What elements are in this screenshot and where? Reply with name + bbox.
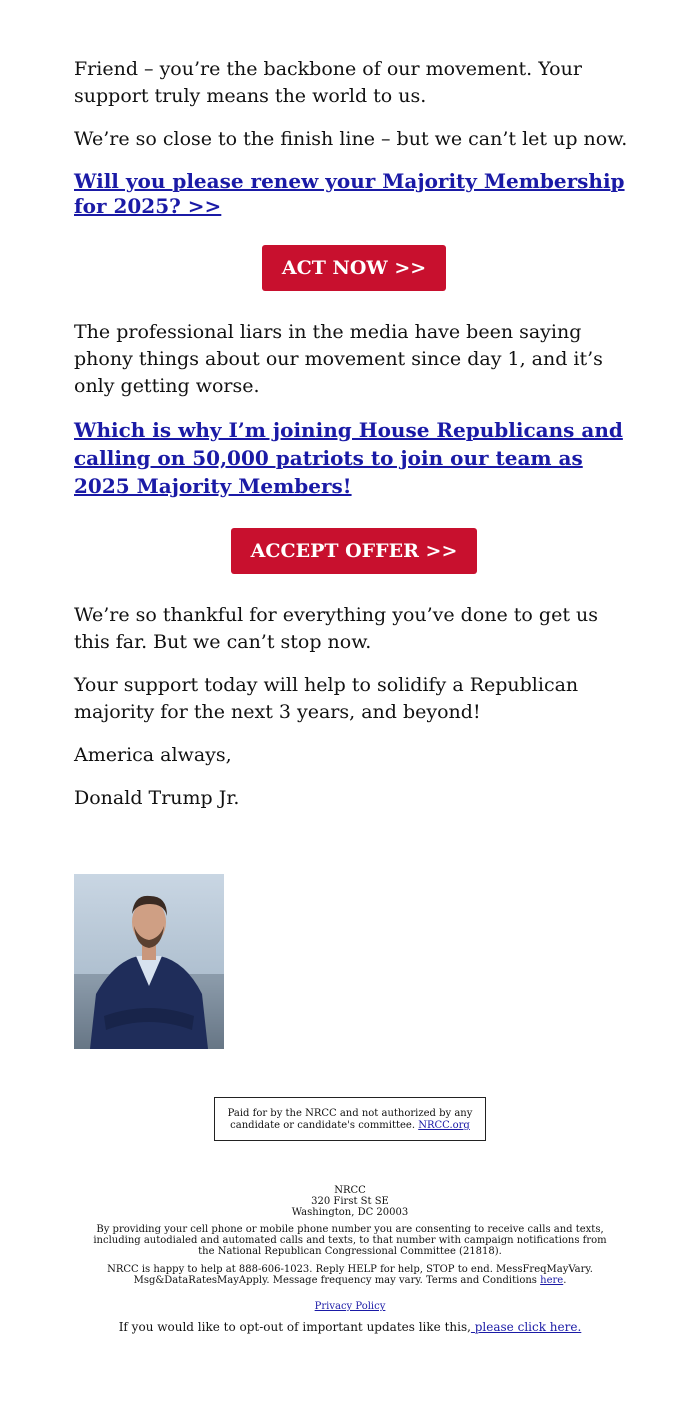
signature: Donald Trump Jr. — [74, 787, 240, 809]
terms-here-link[interactable]: here — [540, 1275, 564, 1286]
footer-address — [90, 1185, 610, 1218]
privacy-policy-link[interactable]: Privacy Policy — [314, 1301, 386, 1312]
org-name: NRCC — [334, 1185, 366, 1196]
paragraph-support: Your support today will help to solidify a Republican majority for the next 3 years, and beyond! — [74, 674, 579, 723]
act-now-row — [74, 245, 634, 291]
consent-notice — [90, 1224, 610, 1257]
renew-membership-link[interactable]: Will you please renew your Majority Membership for 2025? >> — [74, 169, 625, 218]
optout-text: If you would like to opt-out of important updates like this, — [118, 1320, 471, 1334]
address-line-1: 320 First St SE — [311, 1196, 389, 1207]
help-notice: NRCC is happy to help at 888-606-1023. Reply HELP for help, STOP to end. MessFreqMayVary. Msg&DataRatesMayApply. Message frequency may vary. Terms and Conditions here. — [107, 1264, 593, 1286]
accept-offer-button[interactable]: ACCEPT OFFER >> — [231, 528, 478, 574]
signoff: America always, — [74, 744, 232, 766]
accept-offer-row — [74, 528, 634, 574]
signer-photo — [74, 874, 224, 1049]
portrait-image — [74, 874, 224, 1049]
help-text: NRCC is happy to help at 888-606-1023. Reply HELP for help, STOP to end. MessFreqMayVary. Msg&DataRatesMayApply. Message frequency may vary. Terms and Conditions — [107, 1264, 593, 1286]
paid-for-text: Paid for by the NRCC and not authorized by any candidate or candidate's committee. — [227, 1108, 473, 1131]
paragraph-thankful: We’re so thankful for everything you’ve done to get us this far. But we can’t stop now. — [74, 604, 598, 653]
privacy-row — [90, 1301, 610, 1312]
address-line-2: Washington, DC 20003 — [291, 1207, 409, 1218]
consent-text: By providing your cell phone or mobile phone number you are consenting to receive calls and texts, including autodialed and automated calls and texts, to that number with campaign notifications from the National Republican Congressional Committee (21818). — [93, 1224, 607, 1257]
join-team-link[interactable]: Which is why I’m joining House Republicans and calling on 50,000 patriots to join our team as 2025 Majority Members! — [74, 418, 623, 498]
paragraph-intro: Friend – you’re the backbone of our movement. Your support truly means the world to us. — [74, 58, 582, 107]
paid-for-disclaimer — [214, 1097, 486, 1141]
paragraph-finish-line: We’re so close to the finish line – but we can’t let up now. — [74, 128, 628, 150]
act-now-button[interactable]: ACT NOW >> — [262, 245, 446, 291]
email-body — [74, 56, 634, 828]
paragraph-media: The professional liars in the media have been saying phony things about our movement since day 1, and it’s only getting worse. — [74, 321, 603, 397]
optout-link[interactable]: please click here. — [470, 1320, 582, 1334]
optout-row — [0, 1320, 700, 1334]
nrcc-org-link[interactable]: NRCC.org — [418, 1120, 470, 1131]
